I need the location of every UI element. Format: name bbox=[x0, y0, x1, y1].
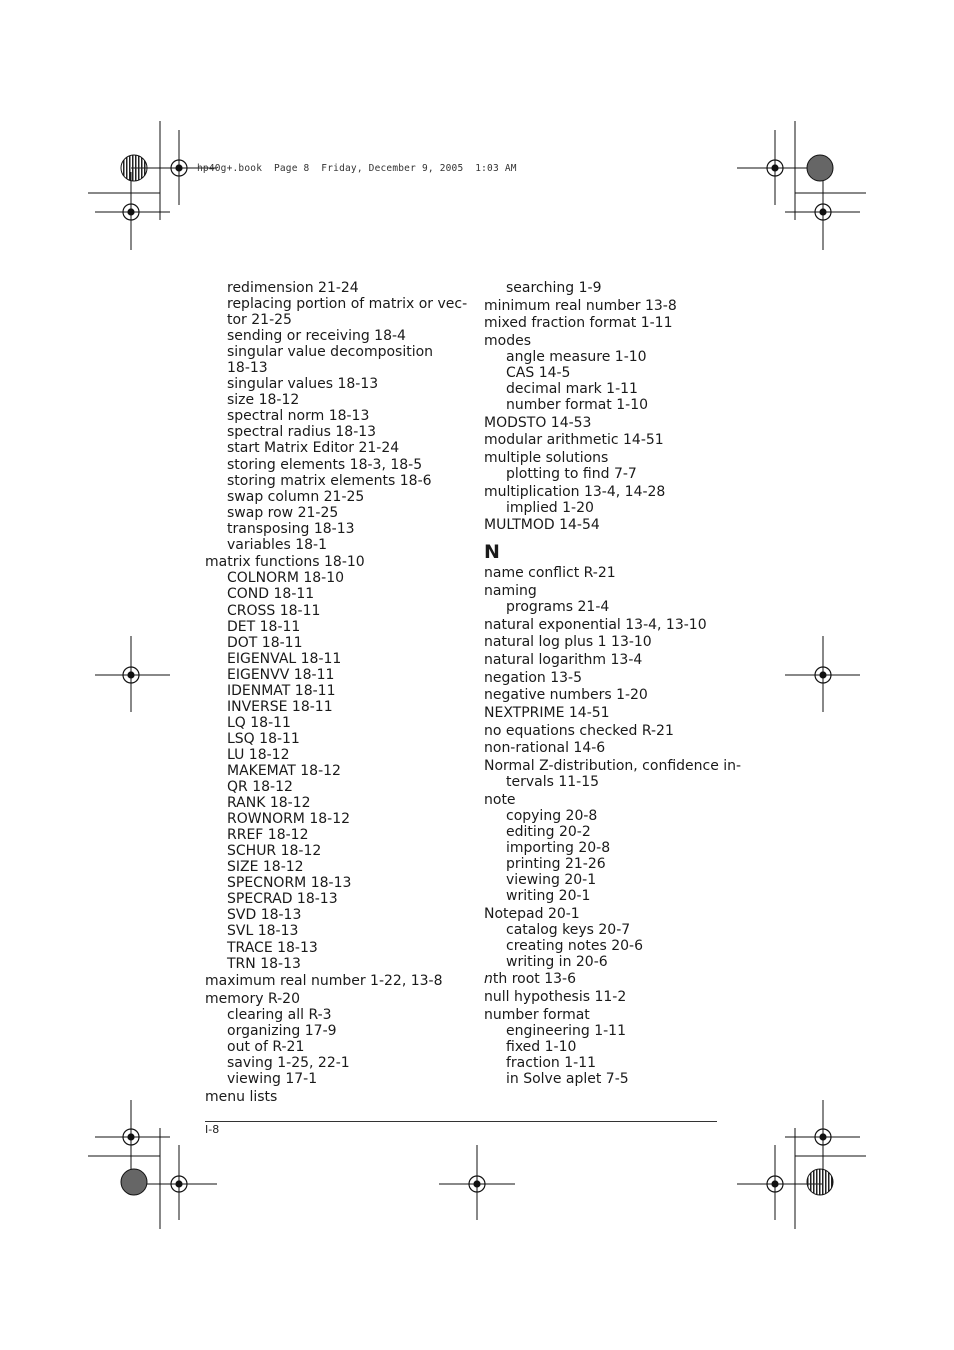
index-subentry: in Solve aplet 7-5 bbox=[506, 1070, 629, 1087]
index-subentry: SCHUR 18-12 bbox=[227, 843, 322, 860]
index-subentry: fraction 1-11 bbox=[506, 1054, 597, 1071]
index-subentry: copying 20-8 bbox=[506, 807, 598, 824]
index-entry: Notepad 20-1 bbox=[484, 905, 580, 922]
index-section-m-continued bbox=[484, 280, 741, 533]
index-subentry: IDENMAT 18-11 bbox=[227, 682, 336, 699]
index-entry: mixed fraction format 1-11 bbox=[484, 315, 673, 332]
index-subentry: TRACE 18-13 bbox=[227, 939, 318, 956]
index-subentry: searching 1-9 bbox=[506, 280, 602, 296]
index-subentry: EIGENVV 18-11 bbox=[227, 666, 335, 683]
index-subentry: swap row 21-25 bbox=[227, 504, 339, 521]
index-subentry: 18-13 bbox=[227, 360, 268, 377]
index-subentry: transposing 18-13 bbox=[227, 520, 355, 537]
index-subentry: DOT 18-11 bbox=[227, 634, 303, 651]
index-subentry: DET 18-11 bbox=[227, 618, 301, 635]
index-subentry: SVD 18-13 bbox=[227, 907, 302, 924]
index-subentry: out of R-21 bbox=[227, 1038, 305, 1055]
index-subentry: importing 20-8 bbox=[506, 839, 611, 856]
index-subentry: QR 18-12 bbox=[227, 779, 293, 796]
index-subentry: RANK 18-12 bbox=[227, 795, 311, 812]
index-entry: menu lists bbox=[205, 1088, 278, 1105]
index-subentry: fixed 1-10 bbox=[506, 1038, 577, 1055]
page-number: I-8 bbox=[205, 1123, 220, 1136]
index-subentry: LQ 18-11 bbox=[227, 714, 291, 731]
index-subentry: swap column 21-25 bbox=[227, 488, 365, 505]
index-subentry: SIZE 18-12 bbox=[227, 859, 304, 876]
index-subentry: storing elements 18-3, 18-5 bbox=[227, 456, 423, 473]
index-entry: name conflict R-21 bbox=[484, 565, 616, 582]
index-subentry: spectral norm 18-13 bbox=[227, 408, 370, 425]
index-subentry: clearing all R-3 bbox=[227, 1006, 332, 1023]
index-subentry: organizing 17-9 bbox=[227, 1022, 337, 1039]
index-entry: nth root 13-6 bbox=[484, 971, 576, 988]
index-subentry: writing in 20-6 bbox=[506, 953, 608, 970]
index-entry: null hypothesis 11-2 bbox=[484, 988, 627, 1005]
index-subentry: RREF 18-12 bbox=[227, 827, 309, 844]
index-subentry: viewing 17-1 bbox=[227, 1071, 318, 1088]
index-subentry: storing matrix elements 18-6 bbox=[227, 472, 432, 489]
index-entry: negation 13-5 bbox=[484, 669, 582, 686]
index-entry: modes bbox=[484, 332, 531, 349]
index-entry: natural exponential 13-4, 13-10 bbox=[484, 616, 707, 633]
index-entry: number format bbox=[484, 1006, 590, 1023]
index-subentry: angle measure 1-10 bbox=[506, 348, 647, 365]
index-entry: note bbox=[484, 791, 516, 808]
index-entry: natural logarithm 13-4 bbox=[484, 652, 643, 669]
index-subentry: tor 21-25 bbox=[227, 312, 292, 329]
footer-rule bbox=[205, 1121, 717, 1122]
index-entry: naming bbox=[484, 583, 537, 600]
index-subentry: SPECNORM 18-13 bbox=[227, 875, 352, 892]
index-subentry: start Matrix Editor 21-24 bbox=[227, 440, 400, 457]
index-subentry: redimension 21-24 bbox=[227, 280, 359, 296]
index-subentry: COLNORM 18-10 bbox=[227, 570, 345, 587]
index-subentry: CAS 14-5 bbox=[506, 365, 571, 382]
index-subentry: spectral radius 18-13 bbox=[227, 424, 377, 441]
index-subentry: SVL 18-13 bbox=[227, 923, 299, 940]
index-subentry: tervals 11-15 bbox=[506, 773, 600, 790]
index-subentry: MAKEMAT 18-12 bbox=[227, 763, 341, 779]
index-subentry: INVERSE 18-11 bbox=[227, 698, 333, 715]
index-subentry: viewing 20-1 bbox=[506, 871, 597, 888]
index-subentry: printing 21-26 bbox=[506, 855, 606, 872]
index-subentry: singular value decomposition bbox=[227, 344, 434, 361]
print-file-stamp: hp40g+.book Page 8 Friday, December 9, 2005 1:03 AM bbox=[197, 163, 517, 174]
index-left-column bbox=[205, 280, 467, 1105]
index-entry: NEXTPRIME 14-51 bbox=[484, 704, 610, 721]
index-entry: minimum real number 13-8 bbox=[484, 297, 677, 314]
index-entry: MODSTO 14-53 bbox=[484, 414, 592, 431]
index-subentry: replacing portion of matrix or vec- bbox=[227, 296, 468, 313]
index-subentry: EIGENVAL 18-11 bbox=[227, 650, 342, 667]
index-subentry: TRN 18-13 bbox=[227, 955, 301, 972]
index-entry: non-rational 14-6 bbox=[484, 740, 606, 757]
index-entry: Normal Z-distribution, confidence in- bbox=[484, 757, 742, 774]
index-subentry: CROSS 18-11 bbox=[227, 602, 321, 619]
index-entry: natural log plus 1 13-10 bbox=[484, 634, 652, 651]
index-subentry: COND 18-11 bbox=[227, 586, 315, 603]
index-subentry: saving 1-25, 22-1 bbox=[227, 1055, 350, 1072]
index-entry: maximum real number 1-22, 13-8 bbox=[205, 973, 443, 990]
section-letter-n: N bbox=[484, 541, 500, 564]
index-entry: matrix functions 18-10 bbox=[205, 554, 365, 571]
index-entry: negative numbers 1-20 bbox=[484, 687, 648, 704]
index-subentry: LU 18-12 bbox=[227, 746, 290, 763]
index-entry: multiple solutions bbox=[484, 450, 609, 467]
index-entry: memory R-20 bbox=[205, 990, 300, 1007]
index-section-n bbox=[484, 565, 741, 1086]
index-entry: no equations checked R-21 bbox=[484, 722, 674, 739]
index-subentry: size 18-12 bbox=[227, 392, 300, 409]
index-subentry: number format 1-10 bbox=[506, 397, 649, 414]
index-subentry: plotting to find 7-7 bbox=[506, 466, 637, 483]
index-subentry: engineering 1-11 bbox=[506, 1022, 626, 1039]
index-subentry: editing 20-2 bbox=[506, 823, 591, 840]
index-subentry: decimal mark 1-11 bbox=[506, 381, 638, 398]
index-subentry: programs 21-4 bbox=[506, 599, 610, 616]
index-entry: multiplication 13-4, 14-28 bbox=[484, 483, 666, 500]
index-subentry: LSQ 18-11 bbox=[227, 730, 300, 747]
index-entry: modular arithmetic 14-51 bbox=[484, 432, 664, 449]
index-subentry: SPECRAD 18-13 bbox=[227, 891, 338, 908]
index-subentry: catalog keys 20-7 bbox=[506, 921, 631, 938]
index-subentry: creating notes 20-6 bbox=[506, 937, 643, 954]
index-subentry: ROWNORM 18-12 bbox=[227, 811, 351, 828]
index-subentry: implied 1-20 bbox=[506, 499, 594, 516]
index-entry: MULTMOD 14-54 bbox=[484, 517, 600, 534]
index-subentry: sending or receiving 18-4 bbox=[227, 328, 406, 345]
index-subentry: writing 20-1 bbox=[506, 887, 591, 904]
index-subentry: singular values 18-13 bbox=[227, 376, 379, 393]
index-right-column bbox=[484, 280, 741, 1087]
index-subentry: variables 18-1 bbox=[227, 536, 327, 553]
